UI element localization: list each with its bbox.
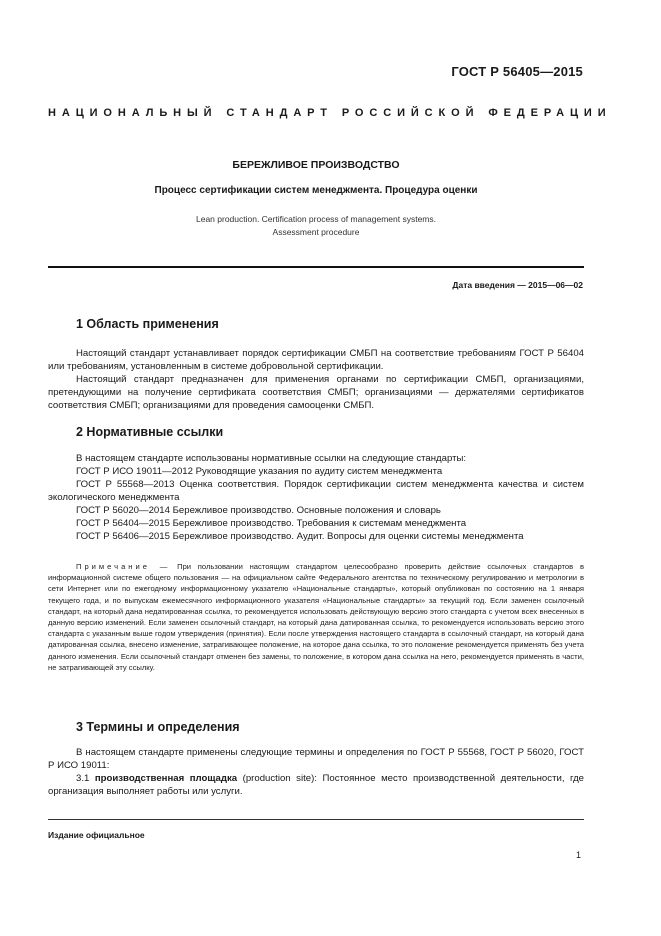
document-code: ГОСТ Р 56405—2015: [451, 64, 583, 79]
reference-item: ГОСТ Р 55568—2013 Оценка соответствия. Порядок сертификации систем менеджмента качества и систем экологического менеджмента: [48, 479, 584, 503]
standard-subtitle: Процесс сертификации систем менеджмента. Процедура оценки: [154, 185, 478, 196]
section-3-heading: 3 Термины и определения: [76, 720, 240, 734]
section-1-paragraph-2: Настоящий стандарт предназначен для применения органами по сертификации СМБП, организациями, претендующими на получение сертификата соответствия СМБП; организациями — держателями сертификатов соответствия СМБП; организациями для проведения самооценки СМБП.: [48, 374, 584, 411]
reference-item: ГОСТ Р ИСО 19011—2012 Руководящие указания по аудиту систем менеджмента: [76, 466, 443, 477]
section-2-body: [48, 452, 584, 543]
term-name: производственная площадка: [94, 773, 238, 784]
section-2-note: [48, 561, 584, 673]
standard-title: БЕРЕЖЛИВОЕ ПРОИЗВОДСТВО: [232, 159, 400, 171]
term-definition: [48, 772, 584, 798]
english-title-line-2: Assessment procedure: [272, 227, 360, 237]
reference-item: ГОСТ Р 56406—2015 Бережливое производство. Аудит. Вопросы для оценки системы менеджмента: [76, 531, 524, 542]
term-definition-text: (production site): Постоянное место производственной деятельности, где организация выполняет работы или услуги.: [48, 773, 585, 797]
english-title: [150, 213, 482, 239]
section-3-body: [48, 746, 584, 798]
header-divider: [48, 266, 584, 268]
reference-item: ГОСТ Р 56020—2014 Бережливое производство. Основные положения и словарь: [76, 505, 441, 516]
page-number: 1: [575, 850, 581, 860]
section-2-heading: 2 Нормативные ссылки: [76, 425, 224, 439]
section-2-intro: В настоящем стандарте использованы нормативные ссылки на следующие стандарты:: [76, 453, 467, 464]
reference-item: ГОСТ Р 56404—2015 Бережливое производство. Требования к системам менеджмента: [76, 518, 467, 529]
term-number: 3.1: [76, 773, 90, 784]
note-text: При пользовании настоящим стандартом целесообразно проверить действие ссылочных стандартов в информационной системе общего пользования — на официальном сайте Федерального агентства по техническому регулированию и метрологии в сети Интернет или по ежегодному информационному указателю «Национальные стандарты», который опубликован по состоянию на 1 января текущего года, и по выпускам ежемесячного информационного указателя «Национальные стандарты» за текущий год. Если заменен ссылочный стандарт, на который дана недатированная ссылка, то рекомендуется использовать действующую версию этого стандарта с учетом всех внесенных в данную версию изменений. Если заменен ссылочный стандарт, на который дана датированная ссылка, то рекомендуется использовать версию этого стандарта с указанным выше годом утверждения (принятия). Если после утверждения настоящего стандарта в ссылочный стандарт, на который дана датированная ссылка, внесено изменение, затрагивающее положение, на которое дана ссылка, то это положение рекомендуется применять без учета данного изменения. Если ссылочный стандарт отменен без замены, то положение, в котором дана ссылка на него, рекомендуется применять в части, не затрагивающей эту ссылку.: [48, 562, 584, 672]
section-1-heading: 1 Область применения: [76, 317, 219, 331]
english-title-line-1: Lean production. Certification process of management systems.: [195, 214, 436, 224]
note-label: Примечание —: [76, 562, 171, 571]
section-1-body: [48, 347, 584, 412]
section-1-paragraph-1: Настоящий стандарт устанавливает порядок сертификации СМБП на соответствие требованиям ГОСТ Р 56404 или требованиям, установленным в системе добровольной сертификации.: [48, 348, 584, 372]
official-edition-label: Издание официальное: [48, 830, 145, 840]
introduction-date: Дата введения — 2015—06—02: [452, 280, 583, 290]
national-standard-banner: НАЦИОНАЛЬНЫЙ СТАНДАРТ РОССИЙСКОЙ ФЕДЕРАЦИИ: [48, 107, 612, 119]
section-3-intro: В настоящем стандарте применены следующие термины и определения по ГОСТ Р 55568, ГОСТ Р 56020, ГОСТ Р ИСО 19011:: [48, 747, 584, 771]
footer-divider: [48, 819, 584, 820]
